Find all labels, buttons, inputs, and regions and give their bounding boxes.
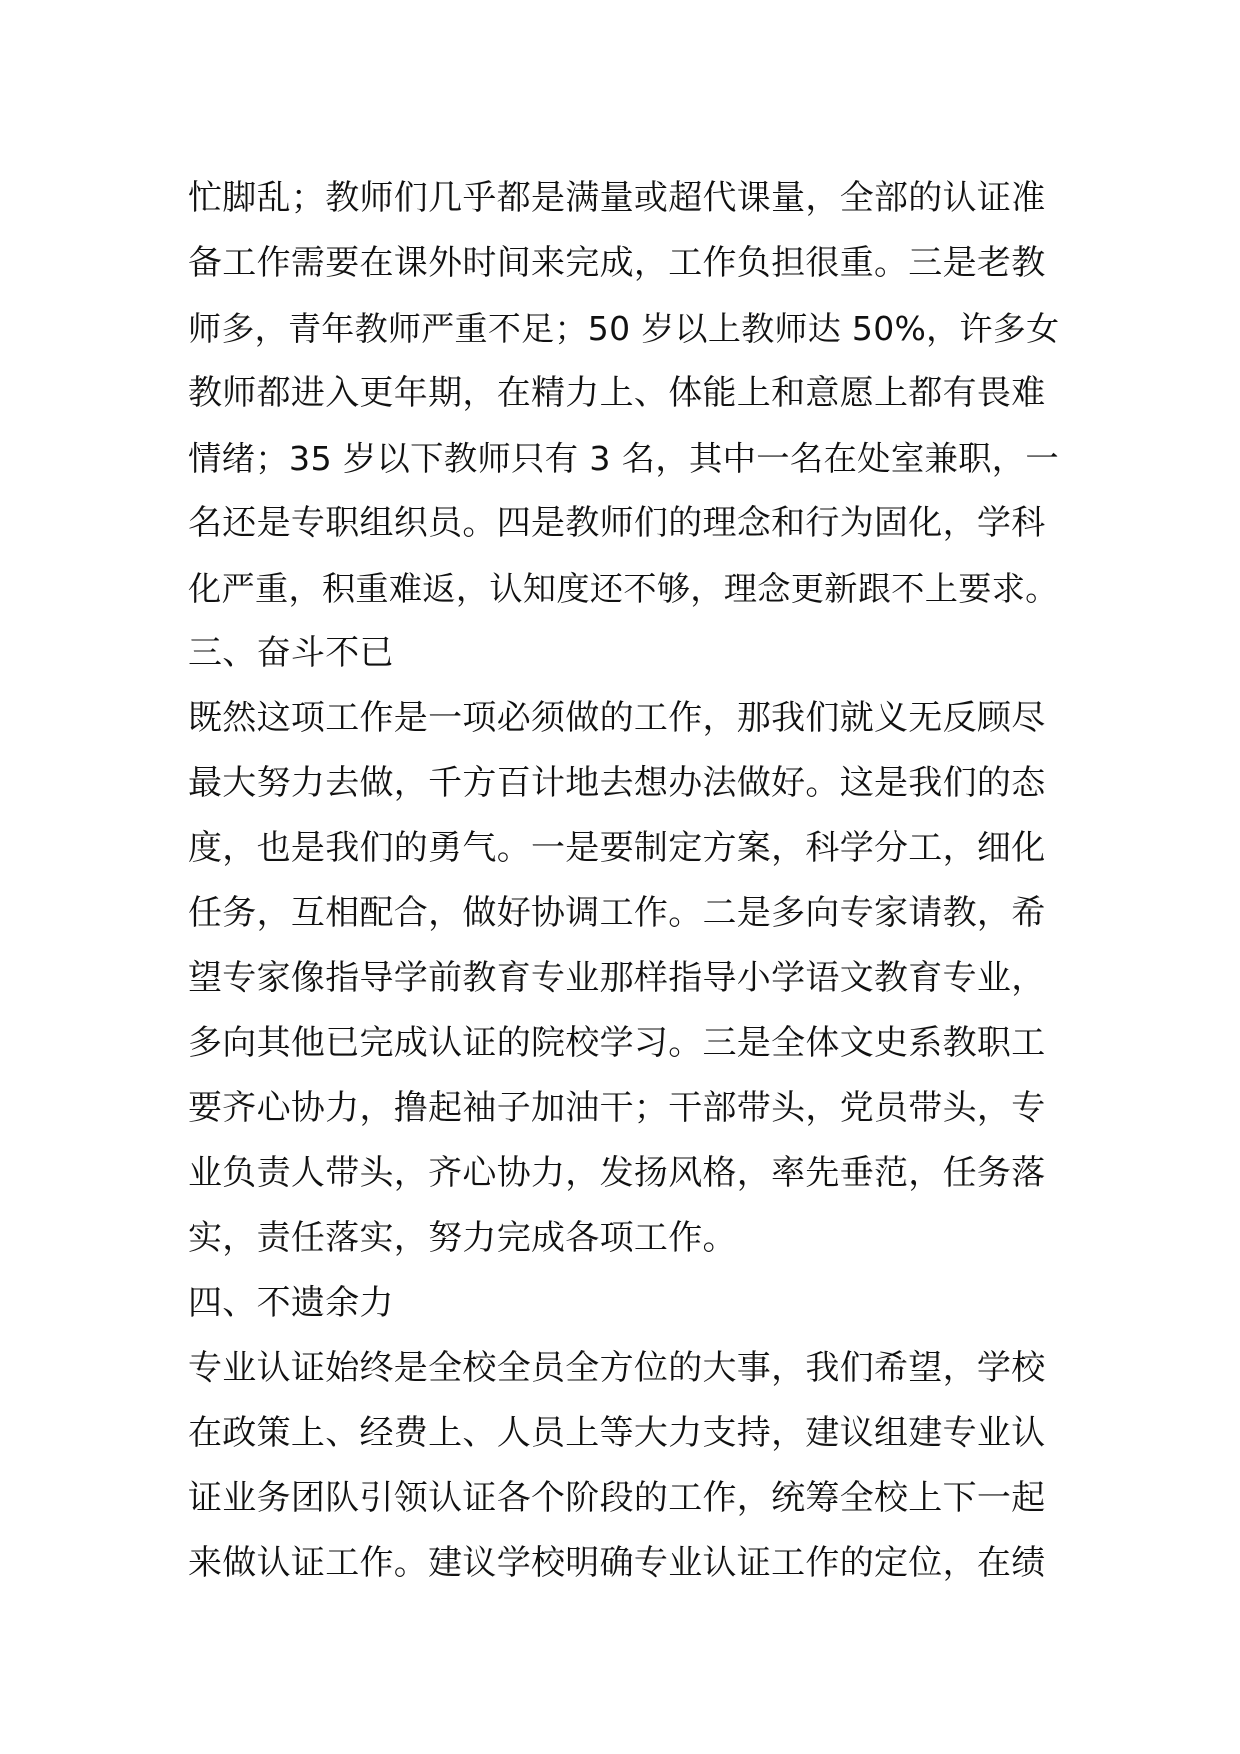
text-line: 备工作需要在课外时间来完成，工作负担很重。三是老教 (188, 243, 1046, 283)
text-line: 望专家像指导学前教育专业那样指导小学语文教育专业， (188, 958, 1046, 998)
text-line: 既然这项工作是一项必须做的工作，那我们就义无反顾尽 (188, 698, 1046, 738)
text-line: 度，也是我们的勇气。一是要制定方案，科学分工，细化 (188, 828, 1046, 868)
text-line: 情绪；35 岁以下教师只有 3 名，其中一名在处室兼职，一 (188, 439, 1060, 478)
text-line: 名还是专职组织员。四是教师们的理念和行为固化，学科 (188, 503, 1046, 543)
text-line: 任务，互相配合，做好协调工作。二是多向专家请教，希 (188, 893, 1046, 933)
text-line: 要齐心协力，撸起袖子加油干；干部带头，党员带头，专 (188, 1088, 1046, 1128)
text-line: 最大努力去做，千方百计地去想办法做好。这是我们的态 (188, 763, 1046, 803)
text-line: 实，责任落实，努力完成各项工作。 (188, 1218, 737, 1258)
text-line: 化严重，积重难返，认知度还不够，理念更新跟不上要求。 (188, 569, 1059, 608)
text-line: 教师都进入更年期，在精力上、体能上和意愿上都有畏难 (188, 373, 1046, 413)
text-line: 来做认证工作。建议学校明确专业认证工作的定位，在绩 (188, 1543, 1046, 1583)
section-heading: 四、不遗余力 (188, 1283, 394, 1323)
text-line: 在政策上、经费上、人员上等大力支持，建议组建专业认 (188, 1413, 1046, 1453)
section-heading: 三、奋斗不已 (188, 633, 394, 673)
text-line: 多向其他已完成认证的院校学习。三是全体文史系教职工 (188, 1023, 1046, 1063)
document-body (188, 166, 1068, 1596)
text-line: 忙脚乱；教师们几乎都是满量或超代课量，全部的认证准 (188, 178, 1046, 218)
text-line: 专业认证始终是全校全员全方位的大事，我们希望，学校 (188, 1348, 1046, 1388)
text-line: 业负责人带头，齐心协力，发扬风格，率先垂范，任务落 (188, 1153, 1046, 1193)
text-line: 师多，青年教师严重不足；50 岁以上教师达 50%，许多女 (188, 309, 1060, 348)
text-line: 证业务团队引领认证各个阶段的工作，统筹全校上下一起 (188, 1478, 1046, 1518)
